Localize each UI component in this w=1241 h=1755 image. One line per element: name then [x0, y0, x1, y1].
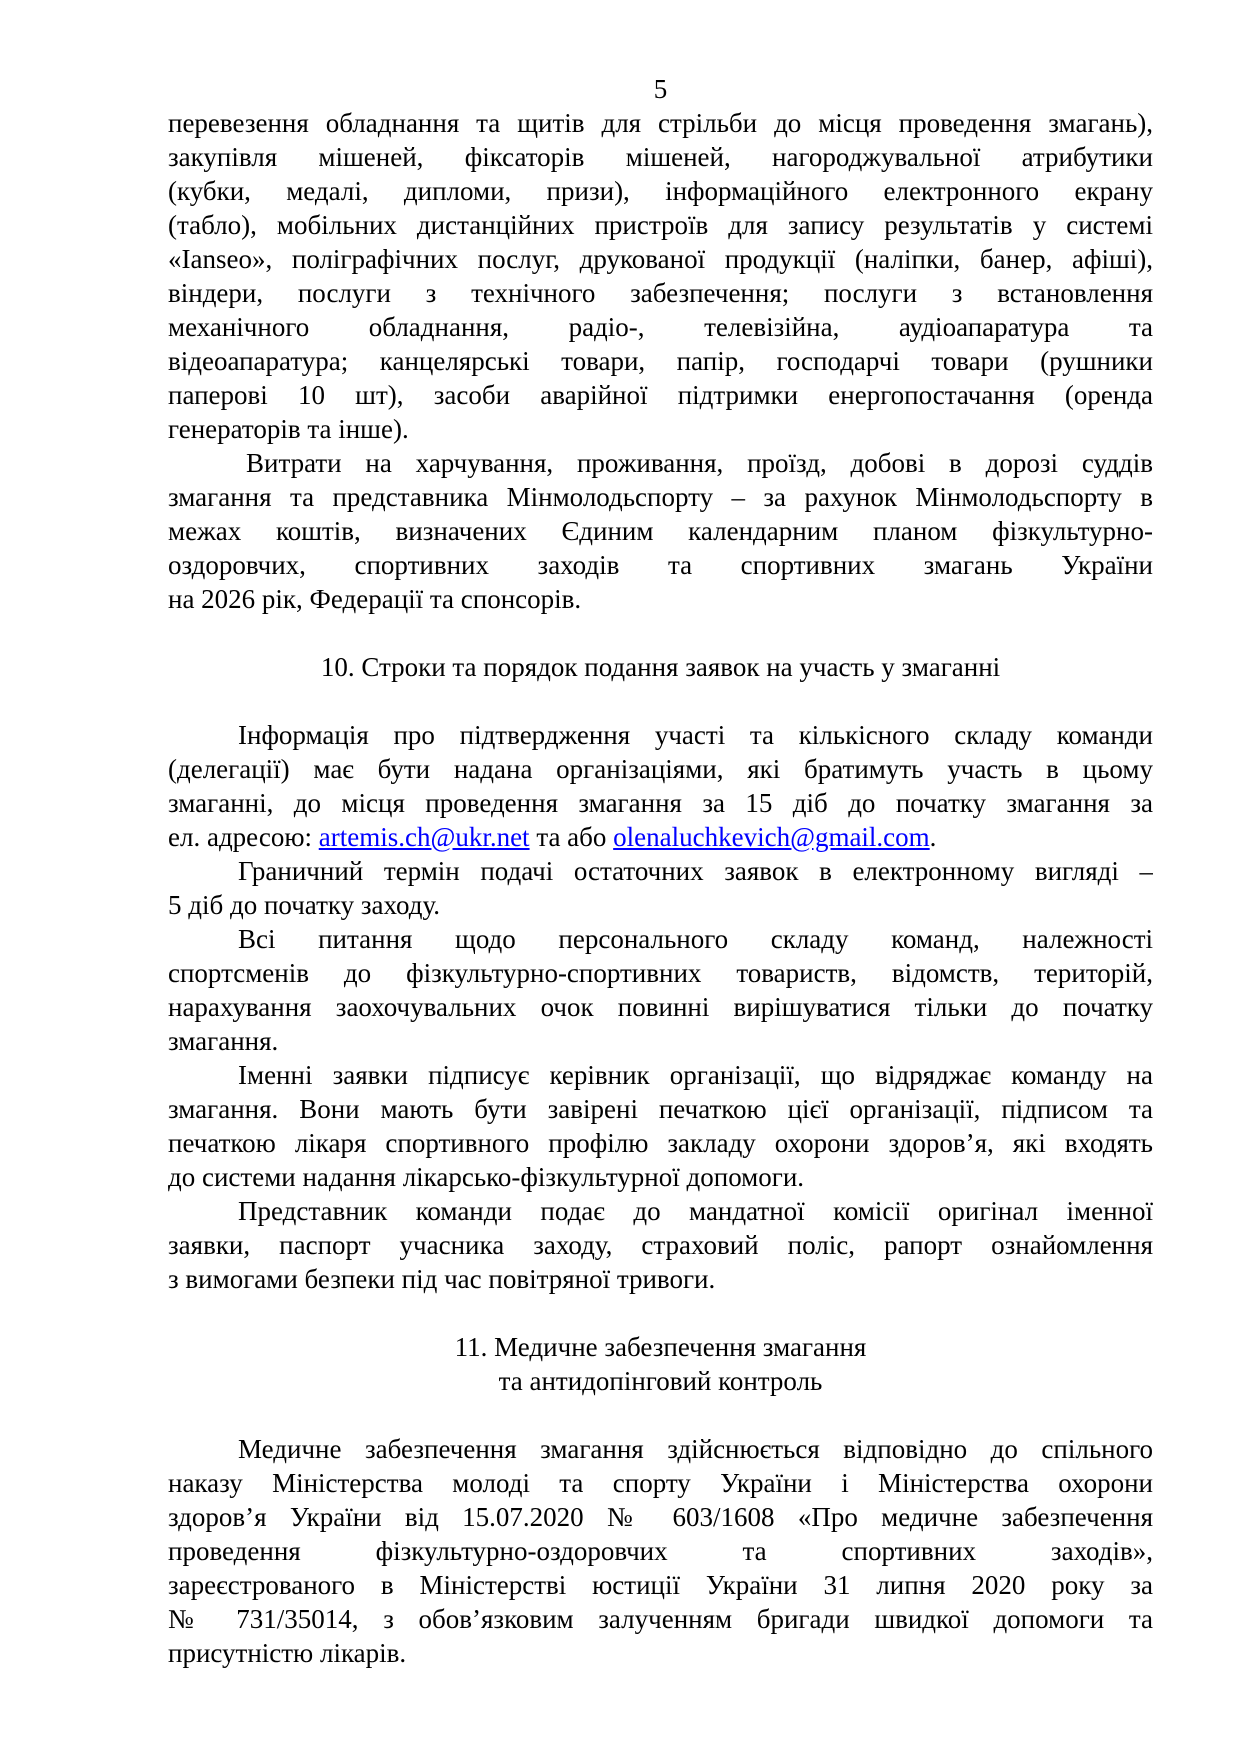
paragraph-questions: [168, 922, 1153, 1058]
paragraph-application-info: [168, 718, 1153, 854]
text-line: здоров’я України від 15.07.2020 № 603/1608 «Про медичне забезпечення: [168, 1502, 1153, 1532]
text-line: проведення фізкультурно-оздоровчих та спортивних заходів»,: [168, 1536, 1153, 1566]
text-line: (табло), мобільних дистанційних пристроїв для запису результатів у системі: [168, 210, 1153, 240]
email-line-separator: та або: [529, 822, 614, 852]
text-line: зареєстрованого в Міністерстві юстиції України 31 липня 2020 року за: [168, 1570, 1153, 1600]
page-number: 5: [653, 74, 668, 104]
text-line: (кубки, медалі, дипломи, призи), інформаційного електронного екрану: [168, 176, 1153, 206]
heading-section-11: [168, 1330, 1153, 1398]
paragraph-expenses: [168, 446, 1153, 616]
text-line: паперові 10 шт), засоби аварійної підтримки енергопостачання (оренда: [168, 380, 1153, 410]
text-line: змагання. Вони мають бути завірені печаткою цієї організації, підписом та: [168, 1094, 1153, 1124]
text-line: Витрати на харчування, проживання, проїзд, добові в дорозі суддів: [246, 448, 1153, 478]
text-line: Представник команди подає до мандатної комісії оригінал іменної: [238, 1196, 1153, 1226]
text-line: Всі питання щодо персонального складу команд, належності: [238, 924, 1153, 954]
heading-line: та антидопінговий контроль: [498, 1366, 823, 1396]
text-line: № 731/35014, з обов’язковим залученням бригади швидкої допомоги та: [168, 1604, 1153, 1634]
text-line: до системи надання лікарсько-фізкультурної допомоги.: [168, 1162, 805, 1192]
text-line: змагання.: [168, 1026, 279, 1056]
text-line: змаганні, до місця проведення змагання за 15 діб до початку змагання за: [168, 788, 1153, 818]
email-link-ukr[interactable]: artemis.ch@ukr.net: [318, 822, 530, 852]
text-line: механічного обладнання, радіо-, телевізійна, аудіоапаратура та: [168, 312, 1153, 342]
text-line: генераторів та інше).: [168, 414, 409, 444]
text-line: перевезення обладнання та щитів для стрільби до місця проведення змагань),: [168, 108, 1153, 138]
email-line: [168, 820, 1153, 854]
text-line: спортсменів до фізкультурно-спортивних товариств, відомств, територій,: [168, 958, 1153, 988]
text-line: (делегації) має бути надана організаціями, які братимуть участь в цьому: [168, 754, 1153, 784]
text-line: заявки, паспорт учасника заходу, страховий поліс, рапорт ознайомлення: [168, 1230, 1153, 1260]
text-line: відеоапаратура; канцелярські товари, папір, господарчі товари (рушники: [168, 346, 1153, 376]
text-line: 5 діб до початку заходу.: [168, 890, 440, 920]
paragraph-representative: [168, 1194, 1153, 1296]
spacer: [168, 1398, 1153, 1432]
spacer: [168, 1296, 1153, 1330]
spacer: [168, 684, 1153, 718]
text-line: віндери, послуги з технічного забезпечення; послуги з встановлення: [168, 278, 1153, 308]
text-line: з вимогами безпеки під час повітряної тривоги.: [168, 1264, 716, 1294]
text-line: змагання та представника Мінмолодьспорту – за рахунок Мінмолодьспорту в: [168, 482, 1153, 512]
text-line: Інформація про підтвердження участі та кількісного складу команди: [238, 720, 1153, 750]
email-line-suffix: .: [929, 822, 937, 852]
email-line-prefix: ел. адресою:: [168, 822, 319, 852]
text-line: нарахування заохочувальних очок повинні вирішуватися тільки до початку: [168, 992, 1153, 1022]
text-line: межах коштів, визначених Єдиним календарним планом фізкультурно-: [168, 516, 1153, 546]
text-line: оздоровчих, спортивних заходів та спортивних змагань України: [168, 550, 1153, 580]
text-line: «Ianseo», поліграфічних послуг, друкованої продукції (наліпки, банер, афіші),: [168, 244, 1153, 274]
paragraph-deadline: [168, 854, 1153, 922]
text-line: печаткою лікаря спортивного профілю закладу охорони здоров’я, які входять: [168, 1128, 1153, 1158]
text-line: на 2026 рік, Федерації та спонсорів.: [168, 584, 582, 614]
text-line: Граничний термін подачі остаточних заявок в електронному вигляді –: [238, 856, 1153, 886]
text-line: закупівля мішеней, фіксаторів мішеней, нагороджувальної атрибутики: [168, 142, 1153, 172]
text-line: Медичне забезпечення змагання здійснюється відповідно до спільного: [238, 1434, 1153, 1464]
paragraph-entries: [168, 1058, 1153, 1194]
email-link-gmail[interactable]: olenaluchkevich@gmail.com: [613, 822, 930, 852]
heading-section-10: 10. Строки та порядок подання заявок на участь у змаганні: [320, 652, 1001, 682]
heading-line: 11. Медичне забезпечення змагання: [454, 1332, 867, 1362]
paragraph-equipment-costs: [168, 106, 1153, 446]
paragraph-medical: [168, 1432, 1153, 1670]
text-line: присутністю лікарів.: [168, 1638, 407, 1668]
text-block: [168, 72, 1153, 1670]
spacer: [168, 616, 1153, 650]
text-line: Іменні заявки підписує керівник організації, що відряджає команду на: [238, 1060, 1153, 1090]
text-line: наказу Міністерства молоді та спорту України і Міністерства охорони: [168, 1468, 1153, 1498]
